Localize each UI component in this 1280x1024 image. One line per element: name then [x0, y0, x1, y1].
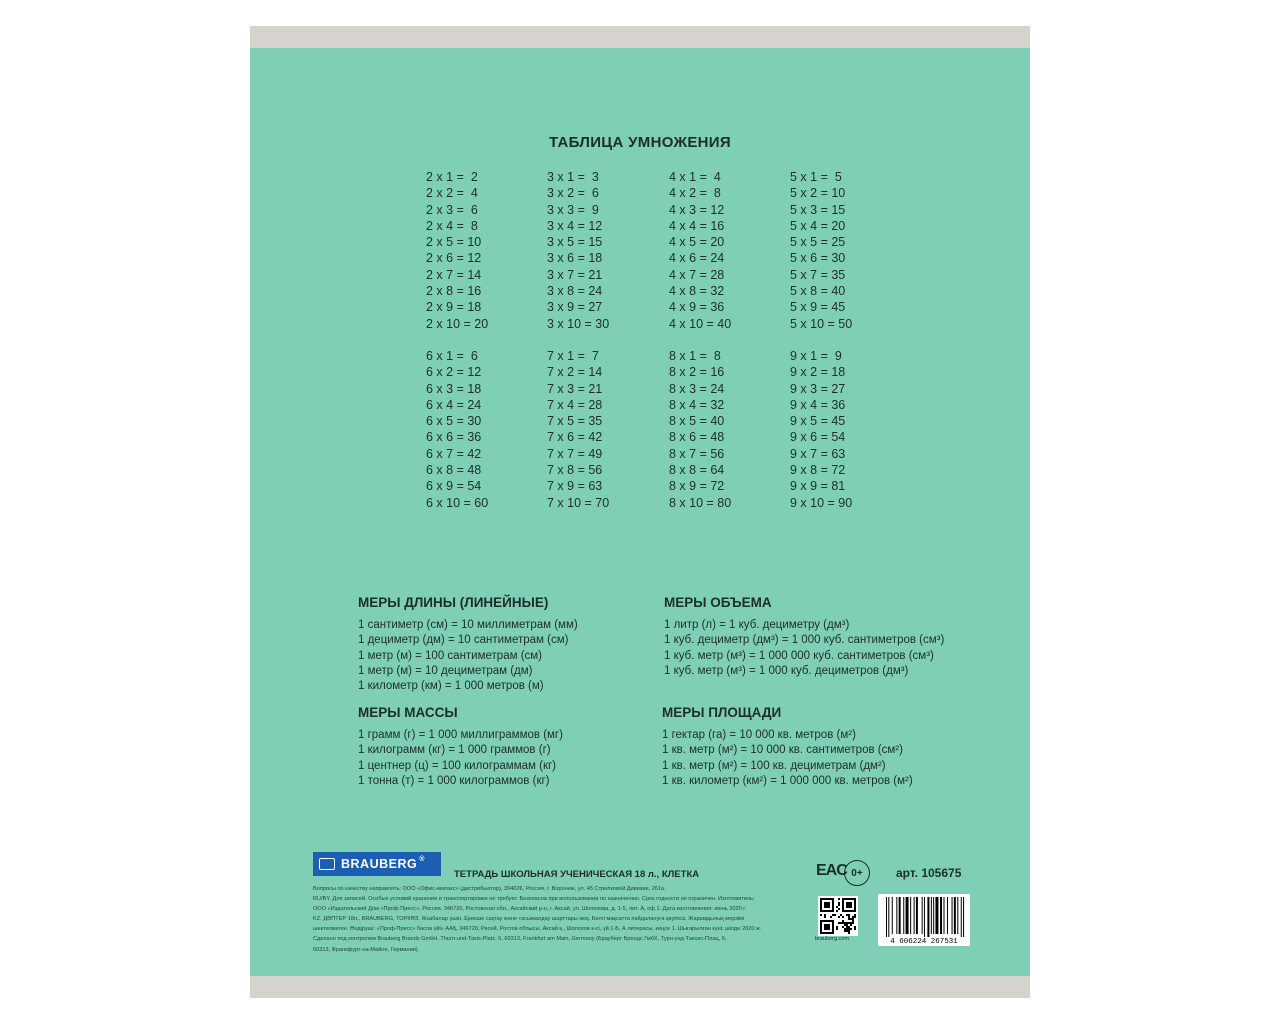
multiplication-row: 4 x 3 = 12	[669, 202, 725, 217]
multiplication-row: 2 x 4 = 8	[426, 218, 478, 233]
multiplication-row: 5 x 3 = 15	[790, 202, 846, 217]
fine-print-line: RU/BY. Для записей. Особых условий хранения и транспортировки не требует. Безопасна при использовании по назначению. Срок годности не ограничен. Изготовитель:	[313, 896, 755, 903]
multiplication-row: 2 x 10 = 20	[426, 316, 489, 331]
multiplication-row: 3 x 3 = 9	[547, 202, 599, 217]
multiplication-row: 3 x 6 = 18	[547, 251, 603, 266]
measure-row: 1 куб. метр (м³) = 1 000 000 куб. сантиметров (см³)	[664, 649, 934, 662]
multiplication-row: 3 x 5 = 15	[547, 235, 603, 250]
multiplication-row: 4 x 5 = 20	[669, 235, 725, 250]
fine-print-line: 60313, Франкфурт-на-Майне, Германия).	[313, 946, 420, 953]
multiplication-row: 7 x 7 = 49	[547, 446, 603, 461]
multiplication-row: 9 x 7 = 63	[790, 446, 846, 461]
multiplication-row: 5 x 7 = 35	[790, 267, 846, 282]
measure-row: 1 кв. метр (м²) = 10 000 кв. сантиметров (см²)	[662, 744, 903, 757]
multiplication-row: 7 x 9 = 63	[547, 479, 603, 494]
multiplication-row: 5 x 2 = 10	[790, 186, 846, 201]
multiplication-row: 9 x 4 = 36	[790, 397, 846, 412]
multiplication-row: 4 x 8 = 32	[669, 284, 725, 299]
measure-row: 1 гектар (га) = 10 000 кв. метров (м²)	[662, 729, 856, 742]
multiplication-row: 8 x 6 = 48	[669, 430, 725, 445]
barcode	[878, 894, 970, 946]
multiplication-row: 7 x 8 = 56	[547, 463, 603, 478]
multiplication-column	[426, 348, 488, 511]
multiplication-row: 6 x 7 = 42	[426, 446, 482, 461]
multiplication-row: 7 x 4 = 28	[547, 397, 603, 412]
measure-row: 1 куб. дециметр (дм³) = 1 000 куб. сантиметров (см³)	[664, 634, 945, 647]
multiplication-row: 9 x 2 = 18	[790, 365, 846, 380]
volume-measures-title: МЕРЫ ОБЪЕМА	[664, 595, 772, 610]
multiplication-row: 6 x 4 = 24	[426, 397, 482, 412]
multiplication-row: 4 x 9 = 36	[669, 300, 725, 315]
multiplication-row: 9 x 3 = 27	[790, 381, 846, 396]
multiplication-row: 7 x 10 = 70	[547, 495, 610, 510]
multiplication-column	[669, 169, 731, 332]
multiplication-row: 9 x 5 = 45	[790, 414, 846, 429]
multiplication-row: 4 x 7 = 28	[669, 267, 725, 282]
multiplication-row: 8 x 10 = 80	[669, 495, 732, 510]
multiplication-row: 4 x 6 = 24	[669, 251, 725, 266]
multiplication-table-title: ТАБЛИЦА УМНОЖЕНИЯ	[549, 134, 731, 151]
multiplication-row: 9 x 10 = 90	[790, 495, 853, 510]
multiplication-column	[790, 169, 852, 332]
measure-row: 1 сантиметр (см) = 10 миллиметрам (мм)	[358, 619, 578, 632]
barcode-number: 4 606224 267531	[890, 938, 958, 946]
measure-row: 1 литр (л) = 1 куб. дециметру (дм³)	[664, 619, 850, 632]
multiplication-row: 8 x 9 = 72	[669, 479, 725, 494]
measure-row: 1 кв. километр (км²) = 1 000 000 кв. метров (м²)	[662, 774, 913, 787]
multiplication-row: 9 x 6 = 54	[790, 430, 846, 445]
multiplication-row: 7 x 1 = 7	[547, 349, 599, 363]
brauberg-logo	[313, 852, 441, 876]
article-number: арт. 105675	[896, 866, 962, 880]
measure-row: 1 кв. метр (м²) = 100 кв. дециметрам (дм²)	[662, 759, 886, 772]
multiplication-column	[790, 348, 852, 511]
multiplication-column	[547, 169, 609, 332]
multiplication-row: 3 x 9 = 27	[547, 300, 603, 315]
multiplication-row: 4 x 2 = 8	[669, 186, 721, 201]
multiplication-row: 9 x 1 = 9	[790, 349, 842, 363]
multiplication-row: 2 x 9 = 18	[426, 300, 482, 315]
measure-row: 1 куб. метр (м³) = 1 000 куб. дециметров (дм³)	[664, 664, 909, 677]
brand-mark-icon	[319, 858, 335, 870]
fine-print-line: шектелмеген. Өндіруші: «Проф-Пресс» баспа үйі» ААҚ, 346720, Ресей, Ростов облысы, Аксай қ., Шолохов к-сі, үй 1-Б, А литерасы, кеңсе 1. Шығарылған күні: шілде 2020 ж.	[313, 926, 762, 933]
multiplication-row: 8 x 3 = 24	[669, 381, 725, 396]
area-measures-title: МЕРЫ ПЛОЩАДИ	[662, 705, 782, 720]
multiplication-row: 8 x 2 = 16	[669, 365, 725, 380]
qr-url: brauberg.com	[815, 936, 849, 942]
brand-name: BRAUBERG	[341, 857, 418, 871]
multiplication-column	[547, 348, 609, 511]
multiplication-row: 2 x 3 = 6	[426, 202, 478, 217]
multiplication-row: 2 x 8 = 16	[426, 284, 482, 299]
multiplication-row: 9 x 8 = 72	[790, 463, 846, 478]
multiplication-row: 6 x 5 = 30	[426, 414, 482, 429]
fine-print-line: Сделано под контролем Brauberg Brands GmbH, Thurn-und-Taxis-Platz, 6, 60313, Frankfurt am Main, Germany (Брауберг Брендс ГмбХ, Турн-унд-Таксис-Плац, 6,	[313, 936, 727, 943]
measure-row: 1 грамм (г) = 1 000 миллиграммов (мг)	[358, 729, 563, 742]
multiplication-row: 7 x 2 = 14	[547, 365, 603, 380]
multiplication-row: 3 x 4 = 12	[547, 218, 603, 233]
multiplication-row: 4 x 4 = 16	[669, 218, 725, 233]
multiplication-row: 5 x 8 = 40	[790, 284, 846, 299]
multiplication-column	[426, 169, 488, 332]
registered-mark-icon: ®	[419, 855, 425, 863]
cover-top-band	[250, 26, 1030, 48]
multiplication-row: 6 x 6 = 36	[426, 430, 482, 445]
fine-print-line: KZ. ДӘПТЕР 18п., BRAUBERG, ТОРКӨЗ. Жазбалар үшін. Ерекше сақтау және тасымалдау шарттары жоқ. Белгі мақсатта пайдалануға қауіпсіз. Жарамдылық мерзімі	[313, 916, 745, 923]
multiplication-row: 2 x 6 = 12	[426, 251, 482, 266]
volume-measures-section	[664, 595, 944, 679]
multiplication-row: 6 x 2 = 12	[426, 365, 482, 380]
multiplication-row: 5 x 1 = 5	[790, 170, 842, 184]
multiplication-row: 3 x 8 = 24	[547, 284, 603, 299]
cover-bottom-band	[250, 976, 1030, 998]
multiplication-row: 8 x 1 = 8	[669, 349, 721, 363]
multiplication-row: 5 x 9 = 45	[790, 300, 846, 315]
multiplication-row: 8 x 4 = 32	[669, 397, 725, 412]
product-description: ТЕТРАДЬ ШКОЛЬНАЯ УЧЕНИЧЕСКАЯ 18 л., КЛЕТКА	[454, 869, 700, 880]
fine-print	[313, 884, 808, 955]
multiplication-row: 3 x 10 = 30	[547, 316, 610, 331]
multiplication-row: 3 x 2 = 6	[547, 186, 599, 201]
multiplication-row: 6 x 9 = 54	[426, 479, 482, 494]
measure-row: 1 дециметр (дм) = 10 сантиметрам (см)	[358, 634, 569, 647]
fine-print-line: ООО «Издательский Дом «Проф-Пресс», Россия, 346720, Ростовская обл., Аксайский р-н, г. Аксай, ул. Шолохова, д. 1-5, лит. А, оф.1. Дата изготовления: июнь 2020 г.	[313, 906, 747, 913]
multiplication-row: 2 x 5 = 10	[426, 235, 482, 250]
measure-row: 1 метр (м) = 100 сантиметрам (см)	[358, 649, 543, 662]
multiplication-row: 5 x 10 = 50	[790, 316, 853, 331]
length-measures-title: МЕРЫ ДЛИНЫ (ЛИНЕЙНЫЕ)	[358, 595, 549, 610]
multiplication-row: 6 x 1 = 6	[426, 349, 478, 363]
multiplication-row: 7 x 3 = 21	[547, 381, 603, 396]
multiplication-row: 4 x 1 = 4	[669, 170, 721, 184]
multiplication-row: 5 x 4 = 20	[790, 218, 846, 233]
multiplication-row: 5 x 5 = 25	[790, 235, 846, 250]
multiplication-row: 9 x 9 = 81	[790, 479, 846, 494]
multiplication-row: 3 x 7 = 21	[547, 267, 603, 282]
mass-measures-title: МЕРЫ МАССЫ	[358, 705, 458, 720]
measure-row: 1 килограмм (кг) = 1 000 граммов (г)	[358, 744, 551, 757]
measure-row: 1 метр (м) = 10 дециметрам (дм)	[358, 664, 533, 677]
multiplication-row: 8 x 5 = 40	[669, 414, 725, 429]
multiplication-row: 3 x 1 = 3	[547, 170, 599, 184]
measure-row: 1 центнер (ц) = 100 килограммам (кг)	[358, 759, 557, 772]
multiplication-row: 2 x 2 = 4	[426, 186, 478, 201]
multiplication-row: 6 x 8 = 48	[426, 463, 482, 478]
qr-code-icon	[818, 896, 858, 936]
multiplication-row: 7 x 5 = 35	[547, 414, 603, 429]
notebook-back-cover	[250, 26, 1030, 998]
eac-mark: EAC	[816, 862, 847, 879]
multiplication-row: 7 x 6 = 42	[547, 430, 603, 445]
multiplication-row: 6 x 3 = 18	[426, 381, 482, 396]
area-measures-section	[662, 705, 913, 789]
mass-measures-section	[358, 705, 563, 789]
multiplication-row: 2 x 1 = 2	[426, 170, 478, 184]
multiplication-column	[669, 348, 731, 511]
length-measures-section	[358, 595, 578, 694]
multiplication-row: 6 x 10 = 60	[426, 495, 489, 510]
multiplication-row: 2 x 7 = 14	[426, 267, 482, 282]
measure-row: 1 тонна (т) = 1 000 килограммов (кг)	[358, 774, 550, 787]
multiplication-row: 5 x 6 = 30	[790, 251, 846, 266]
multiplication-row: 8 x 7 = 56	[669, 446, 725, 461]
multiplication-row: 8 x 8 = 64	[669, 463, 725, 478]
multiplication-row: 4 x 10 = 40	[669, 316, 732, 331]
measure-row: 1 километр (км) = 1 000 метров (м)	[358, 680, 544, 693]
fine-print-line: Вопросы по качеству направлять: ООО «Офис-имлакс» (дистрибьютор), 394026, Россия, г. Воронеж, ул. 45 Стрелковой Дивизии, 261а.	[313, 886, 666, 892]
age-rating-badge: 0+	[844, 860, 870, 886]
